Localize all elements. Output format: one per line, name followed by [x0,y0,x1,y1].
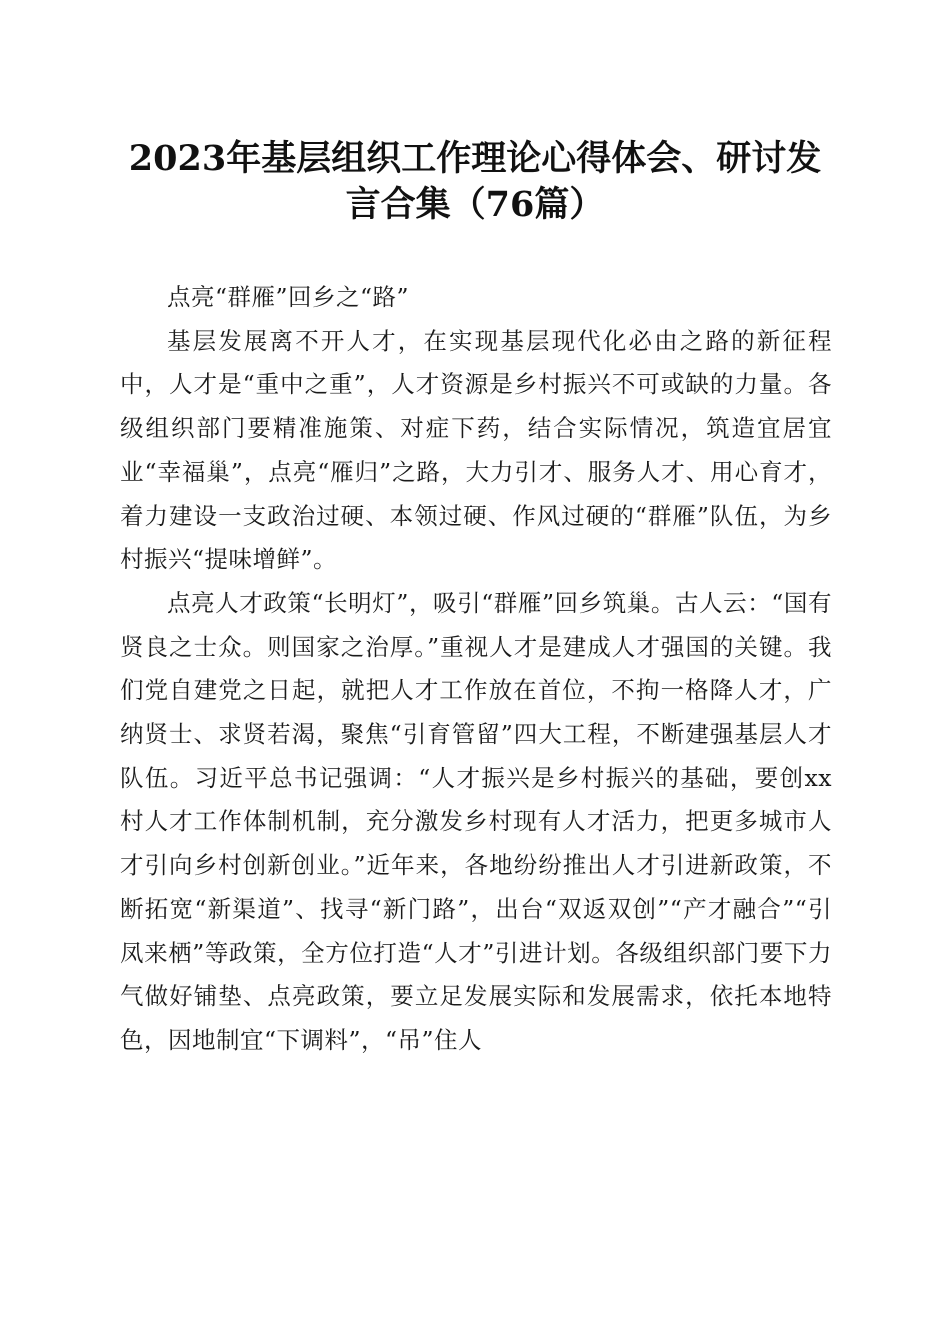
paragraph-1: 基层发展离不开人才，在实现基层现代化必由之路的新征程中，人才是“重中之重”，人才资源是乡村振兴不可或缺的力量。各级组织部门要精准施策、对症下药，结合实际情况，筑造宜居宜业“幸福巢”，点亮“雁归”之路，大力引才、服务人才、用心育才，着力建设一支政治过硬、本领过硬、作风过硬的“群雁”队伍，为乡村振兴“提味增鲜”。 [120,326,832,574]
document-title [110,136,840,228]
title-line-2: 言合集（76篇） [345,184,605,225]
section-heading: 点亮“群雁”回乡之“路” [167,283,410,311]
document-body [120,276,832,1063]
paragraph-2: 点亮人才政策“长明灯”，吸引“群雁”回乡筑巢。古人云：“国有贤良之士众。则国家之治厚。”重视人才是建成人才强国的关键。我们党自建党之日起，就把人才工作放在首位，不拘一格降人才，广纳贤士、求贤若渴，聚焦“引育管留”四大工程，不断建强基层人才队伍。习近平总书记强调：“人才振兴是乡村振兴的基础，要创xx村人才工作体制机制，充分激发乡村现有人才活力，把更多城市人才引向乡村创新创业。”近年来，各地纷纷推出人才引进新政策，不断拓宽“新渠道”、找寻“新门路”，出台“双返双创”“产才融合”“引凤来栖”等政策，全方位打造“人才”引进计划。各级组织部门要下力气做好铺垫、点亮政策，要立足发展实际和发展需求，依托本地特色，因地制宜“下调料”，“吊”住人 [120,588,832,1054]
title-line-1: 2023年基层组织工作理论心得体会、研讨发 [128,138,822,179]
